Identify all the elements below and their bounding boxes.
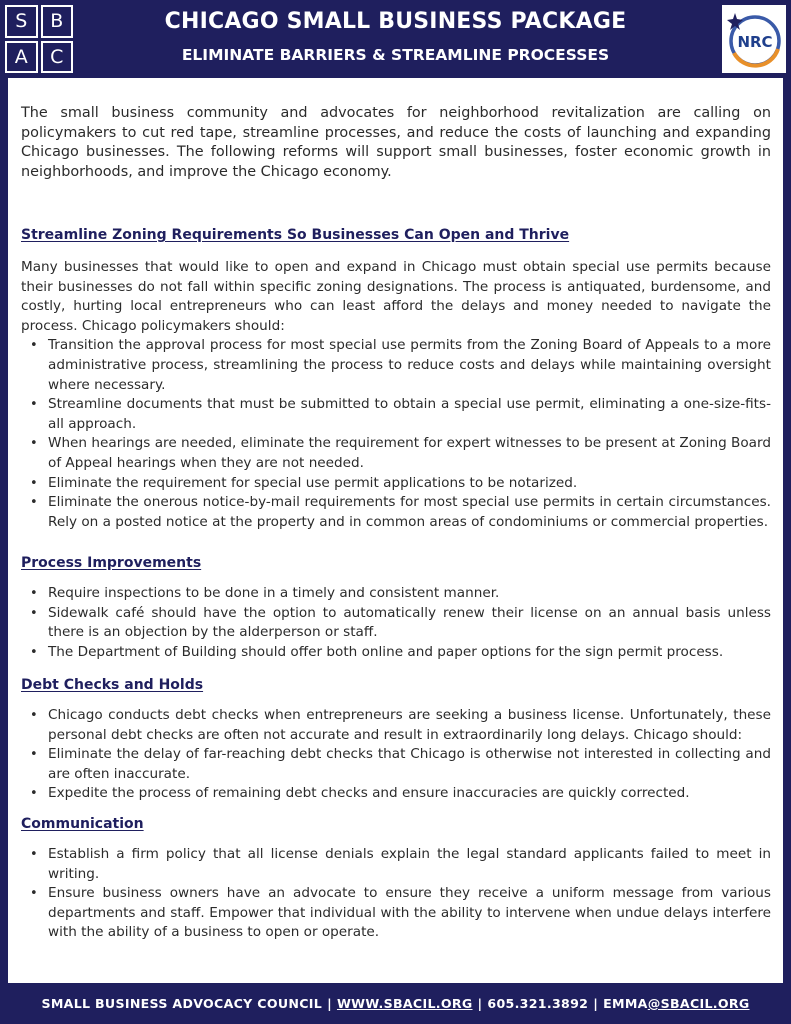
footer-email-user: EMMA — [603, 996, 648, 1011]
section-heading-zoning: Streamline Zoning Requirements So Businesses Can Open and Thrive — [21, 227, 570, 243]
list-item: • Transition the approval process for most special use permits from the Zoning Board of Appeals to a more administrative process, streamlining the process to reduce costs and delays while maintaining oversight where necessary. — [21, 336, 771, 395]
footer-bar — [0, 983, 791, 1024]
bullet-list — [21, 845, 771, 943]
page-subtitle: ELIMINATE BARRIERS & STREAMLINE PROCESSES — [181, 46, 610, 64]
nrc-logo — [722, 5, 786, 73]
list-item: • Expedite the process of remaining debt checks and ensure inaccuracies are quickly corrected. — [21, 784, 771, 804]
list-item: • Eliminate the onerous notice-by-mail requirements for most special use permits in certain circumstances. Rely on a posted notice at the property and in common areas of condominiums or commercial properties. — [21, 493, 771, 532]
header-banner — [0, 0, 791, 78]
list-item: • When hearings are needed, eliminate the requirement for expert witnesses to be present at Zoning Board of Appeal hearings when they are not needed. — [21, 434, 771, 473]
nrc-logo-mark — [722, 5, 786, 73]
logo-letter: A — [5, 41, 38, 74]
list-item: • The Department of Building should offer both online and paper options for the sign permit process. — [21, 643, 771, 663]
nrc-logo-text: NRC — [737, 33, 773, 51]
sbac-logo — [5, 5, 73, 73]
section-communication — [21, 845, 771, 943]
footer-separator: | — [327, 996, 332, 1011]
footer-org: SMALL BUSINESS ADVOCACY COUNCIL — [41, 996, 323, 1011]
footer-separator: | — [593, 996, 599, 1011]
section-zoning — [21, 258, 771, 532]
bullet-list — [21, 706, 771, 804]
section-debt — [21, 706, 771, 804]
list-item: • Eliminate the requirement for special use permit applications to be notarized. — [21, 474, 771, 494]
footer-phone: 605.321.3892 — [487, 996, 589, 1011]
section-paragraph: Many businesses that would like to open and expand in Chicago must obtain special use permits because their businesses do not fall within specific zoning designations. The process is antiquated, burdensome, and costly, hurting local entrepreneurs who can least afford the delays and money needed to navigate the process. Chicago policymakers should: — [21, 259, 771, 334]
footer-email-domain: @SBACIL.ORG — [647, 996, 750, 1011]
list-item: • Establish a firm policy that all license denials explain the legal standard applicants failed to meet in writing. — [21, 845, 771, 884]
section-process — [21, 584, 771, 662]
section-heading-debt: Debt Checks and Holds — [21, 677, 204, 693]
section-heading-process: Process Improvements — [21, 555, 202, 571]
logo-letter: C — [41, 41, 74, 74]
list-item: • Sidewalk café should have the option to automatically renew their license on an annual basis unless there is an objection by the alderperson or staff. — [21, 604, 771, 643]
page-title: CHICAGO SMALL BUSINESS PACKAGE — [164, 9, 627, 34]
intro-paragraph: The small business community and advocates for neighborhood revitalization are calling on policymakers to cut red tape, streamline processes, and reduce the costs of launching and expanding Chicago businesses. The following reforms will support small businesses, foster economic growth in neighborhoods, and improve the Chicago economy. — [21, 105, 771, 180]
bullet-list — [21, 336, 771, 532]
footer-email[interactable] — [603, 996, 749, 1011]
section-heading-communication: Communication — [21, 816, 144, 832]
logo-letter: S — [5, 5, 38, 38]
list-item: • Streamline documents that must be submitted to obtain a special use permit, eliminating a one-size-fits-all approach. — [21, 395, 771, 434]
list-item: • Eliminate the delay of far-reaching debt checks that Chicago is otherwise not interested in collecting and are often inaccurate. — [21, 745, 771, 784]
footer-website-link[interactable]: WWW.SBACIL.ORG — [336, 996, 473, 1011]
list-item: • Ensure business owners have an advocate to ensure they receive a uniform message from various departments and staff. Empower that individual with the ability to intervene when undue delays interfere with the ability of a business to open or operate. — [21, 884, 771, 943]
footer-separator: | — [477, 996, 483, 1011]
list-item: • Require inspections to be done in a timely and consistent manner. — [21, 584, 771, 604]
logo-letter: B — [41, 5, 74, 38]
bullet-list — [21, 584, 771, 662]
list-item: • Chicago conducts debt checks when entrepreneurs are seeking a business license. Unfortunately, these personal debt checks are often not accurate and result in extraordinarily long delays. Chicago should: — [21, 706, 771, 745]
